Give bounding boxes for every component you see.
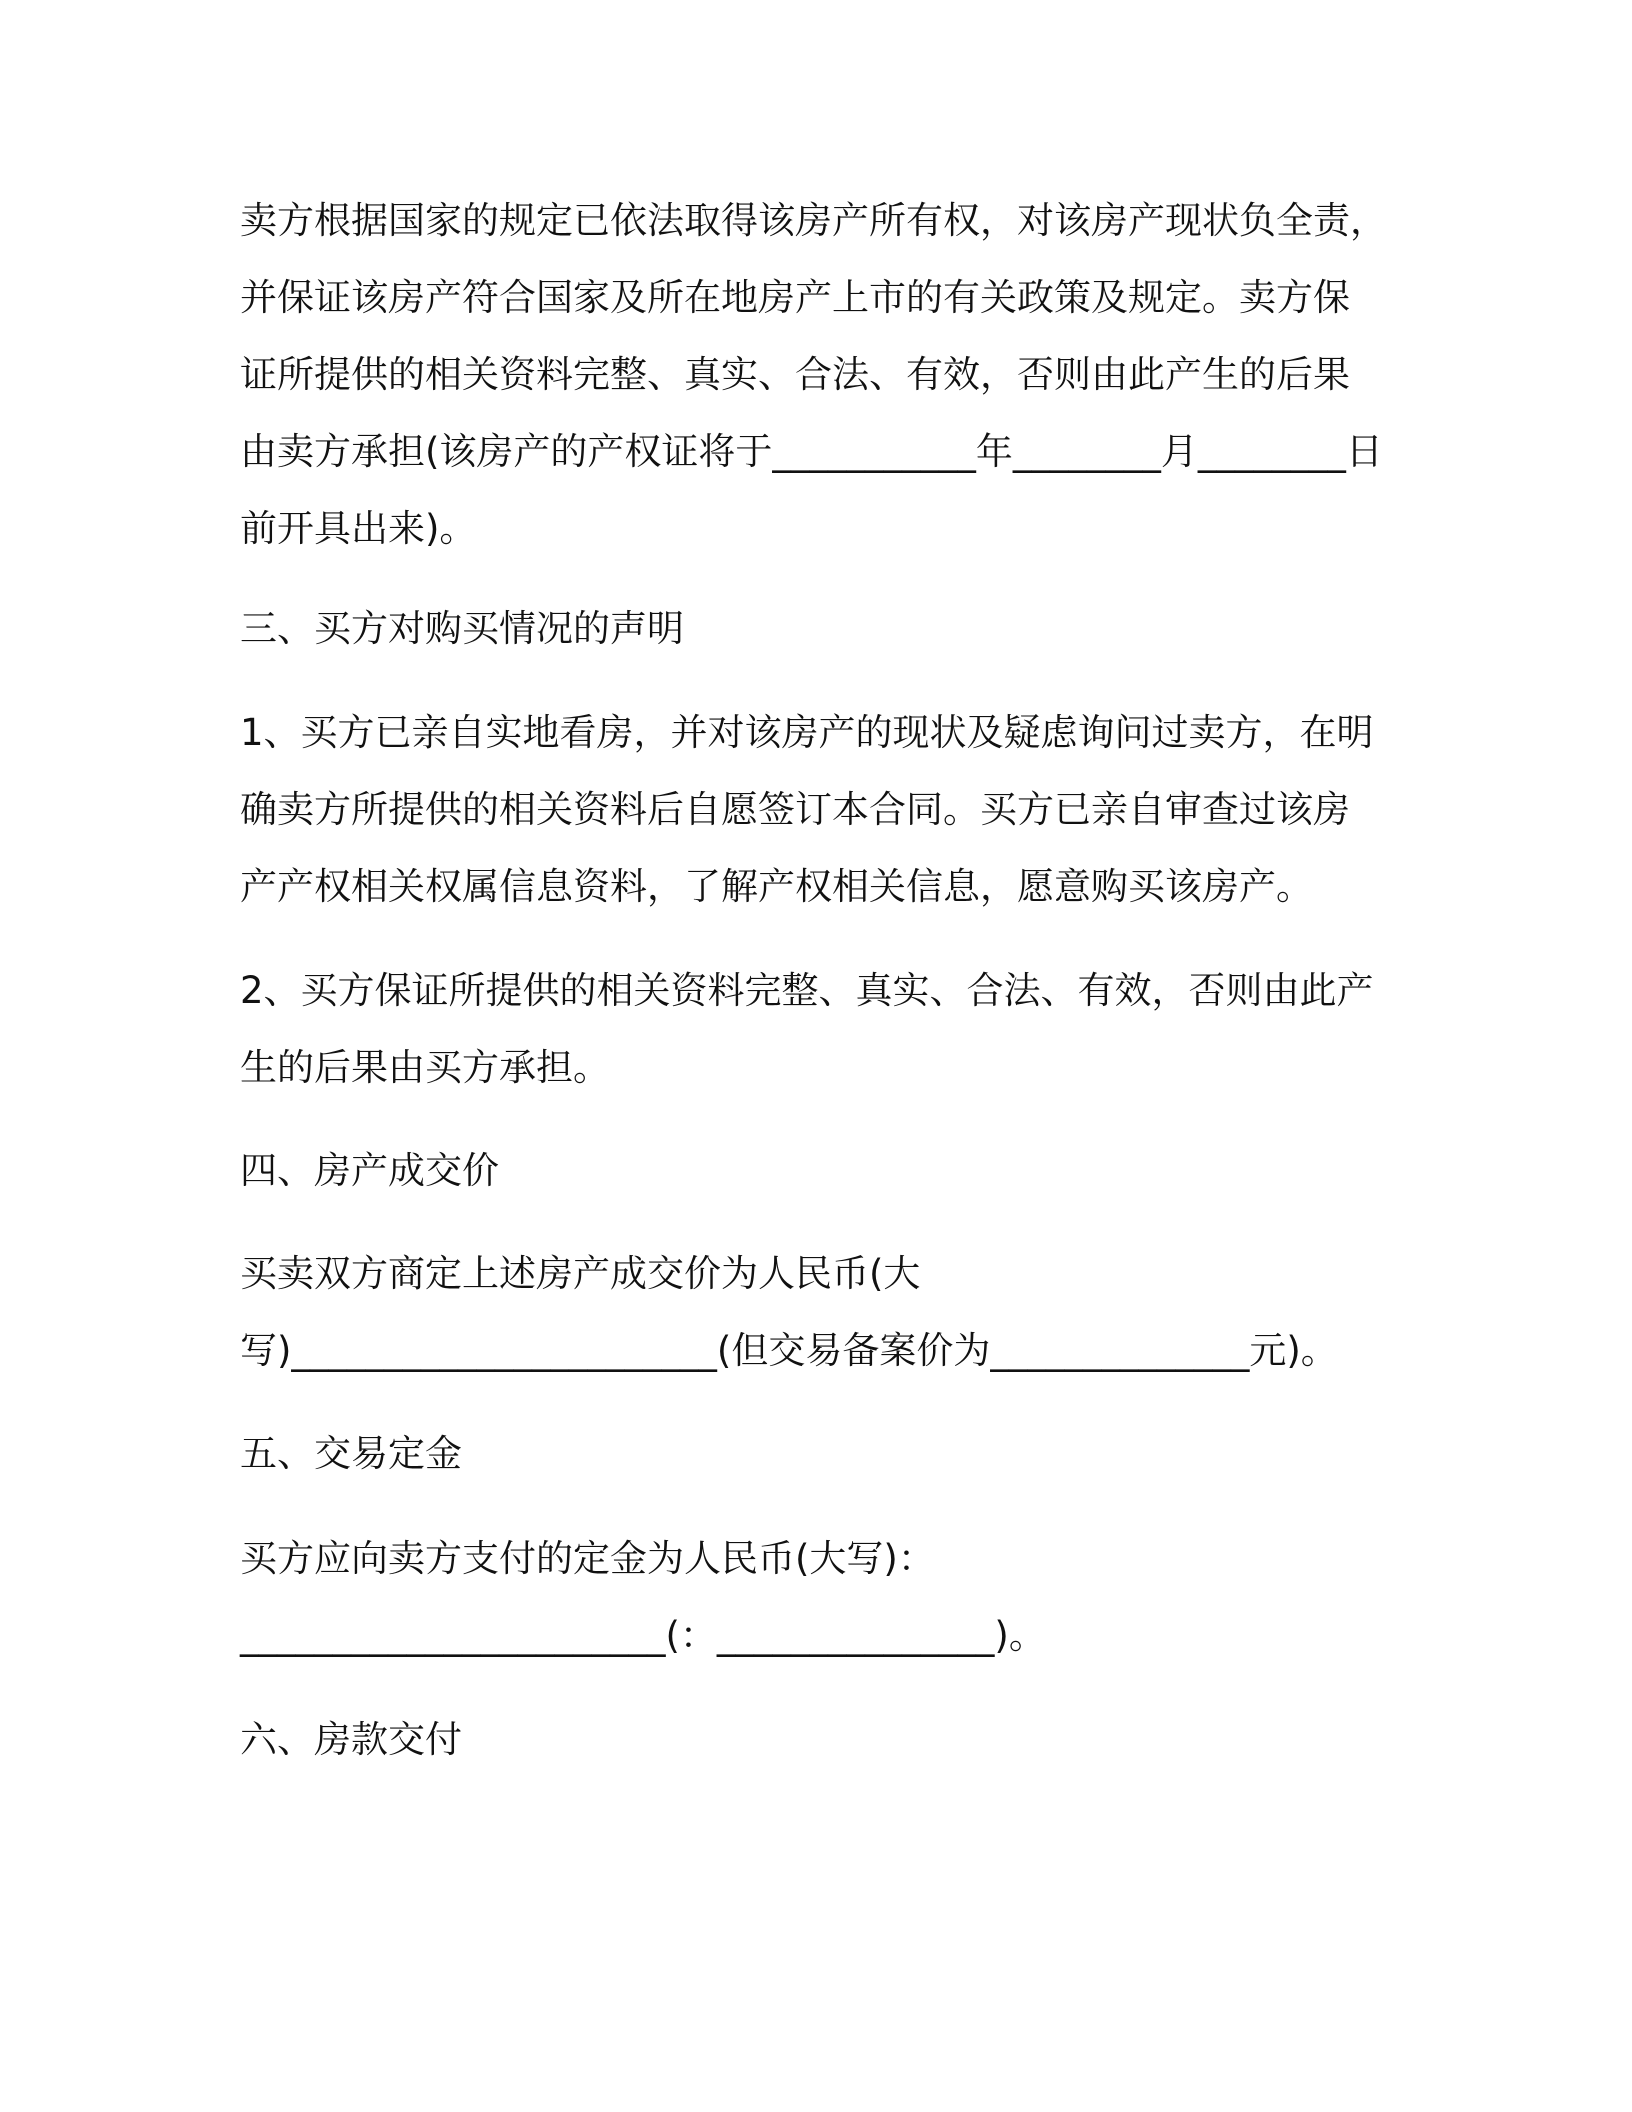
section-heading-3: 三、买方对购买情况的声明 — [240, 607, 684, 650]
deposit-line-2: _______________________(：_______________)。 — [240, 1614, 1046, 1657]
clause-3-1-line-1: 1、买方已亲自实地看房，并对该房产的现状及疑虑询问过卖方，在明 — [240, 711, 1374, 754]
seller-statement-line-4: 由卖方承担(该房产的产权证将于___________年________月________日 — [240, 430, 1383, 473]
clause-3-1-line-2: 确卖方所提供的相关资料后自愿签订本合同。买方已亲自审查过该房 — [240, 788, 1350, 831]
price-line-1: 买卖双方商定上述房产成交价为人民币(大 — [240, 1252, 921, 1295]
clause-3-1-line-3: 产产权相关权属信息资料，了解产权相关信息，愿意购买该房产。 — [240, 865, 1313, 908]
clause-3-2-line-2: 生的后果由买方承担。 — [240, 1046, 610, 1089]
seller-statement-line-5: 前开具出来)。 — [240, 507, 477, 550]
price-line-2: 写)_______________________(但交易备案价为______________元)。 — [240, 1329, 1338, 1372]
clause-3-2-line-1: 2、买方保证所提供的相关资料完整、真实、合法、有效，否则由此产 — [240, 969, 1374, 1012]
deposit-line-1: 买方应向卖方支付的定金为人民币(大写)： — [240, 1537, 935, 1580]
section-heading-5: 五、交易定金 — [240, 1432, 462, 1475]
seller-statement-line-2: 并保证该房产符合国家及所在地房产上市的有关政策及规定。卖方保 — [240, 276, 1350, 319]
section-heading-6: 六、房款交付 — [240, 1718, 462, 1761]
section-heading-4: 四、房产成交价 — [240, 1149, 499, 1192]
seller-statement-line-3: 证所提供的相关资料完整、真实、合法、有效，否则由此产生的后果 — [240, 353, 1350, 396]
seller-statement-line-1: 卖方根据国家的规定已依法取得该房产所有权，对该房产现状负全责， — [240, 199, 1387, 242]
